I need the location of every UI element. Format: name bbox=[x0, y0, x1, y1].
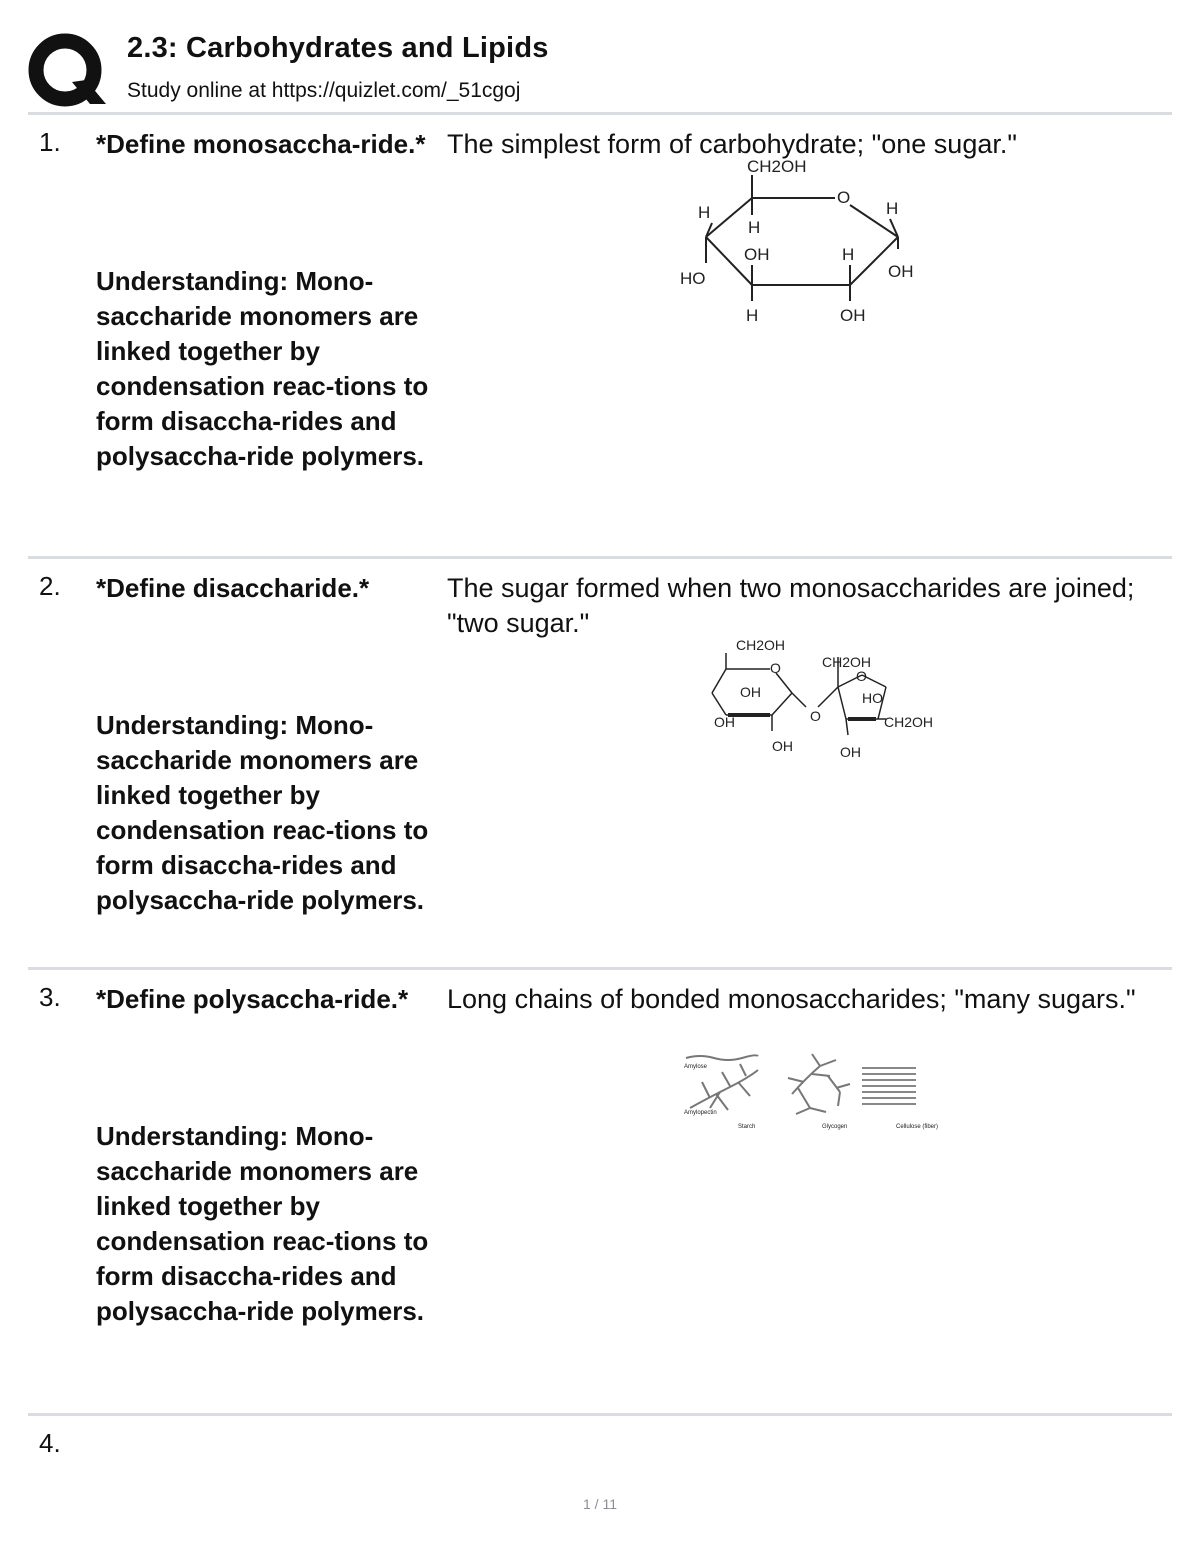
divider bbox=[28, 112, 1172, 115]
card-number: 1. bbox=[39, 127, 61, 157]
card-understanding: Understanding: Mono-saccharide monomers are linked together by condensation reac-tions to form disaccha-rides and polysaccha-ride polymers. bbox=[96, 266, 429, 471]
flashcard-1 bbox=[28, 127, 1172, 547]
chem-label: OH bbox=[714, 714, 735, 730]
page-title: 2.3: Carbohydrates and Lipids bbox=[127, 32, 549, 64]
figure-label: Starch bbox=[738, 1124, 756, 1130]
chem-label: H bbox=[746, 306, 759, 325]
chem-label: H bbox=[748, 218, 761, 237]
chem-label: OH bbox=[772, 738, 793, 754]
chem-label: H bbox=[886, 199, 899, 218]
chem-label: O bbox=[837, 188, 851, 207]
chem-label: CH2OH bbox=[747, 157, 807, 176]
card-answer: Long chains of bonded monosaccharides; "many sugars." bbox=[447, 984, 1136, 1014]
chem-label: O bbox=[856, 668, 867, 684]
card-understanding: Understanding: Mono-saccharide monomers are linked together by condensation reac-tions to form disaccha-rides and polysaccha-ride polymers. bbox=[96, 710, 429, 915]
figure-label: Amylose bbox=[684, 1064, 708, 1070]
chem-label: OH bbox=[744, 245, 770, 264]
card-question: *Define disaccharide.* bbox=[96, 573, 370, 603]
chem-label: CH2OH bbox=[822, 654, 872, 670]
sucrose-structure-figure bbox=[682, 635, 932, 765]
figure-label: Cellulose (fiber) bbox=[896, 1124, 939, 1130]
chem-label: OH bbox=[840, 306, 866, 325]
divider bbox=[28, 967, 1172, 970]
page-header bbox=[28, 28, 1172, 110]
page-number: 1 / 11 bbox=[583, 1496, 617, 1512]
chem-label: OH bbox=[888, 262, 914, 281]
figure-label: Amylopectin bbox=[684, 1110, 717, 1116]
card-answer: The simplest form of carbohydrate; "one sugar." bbox=[447, 129, 1017, 159]
chem-label: H bbox=[698, 203, 711, 222]
figure-label: Glycogen bbox=[822, 1124, 848, 1130]
chem-label: CH2OH bbox=[884, 714, 934, 730]
chem-label: OH bbox=[840, 744, 861, 760]
chem-label: HO bbox=[680, 269, 706, 288]
study-online-link[interactable]: Study online at https://quizlet.com/_51cgoj bbox=[127, 79, 521, 102]
card-number: 4. bbox=[39, 1428, 61, 1458]
chem-label: H bbox=[842, 245, 855, 264]
card-term bbox=[96, 982, 444, 1329]
card-term bbox=[96, 571, 444, 918]
chem-label: CH2OH bbox=[736, 637, 786, 653]
chem-label: HO bbox=[862, 690, 883, 706]
divider bbox=[28, 556, 1172, 559]
card-number: 2. bbox=[39, 571, 61, 601]
chem-label: O bbox=[770, 660, 781, 676]
flashcard-3 bbox=[28, 982, 1172, 1402]
chem-label: O bbox=[810, 708, 821, 724]
card-term bbox=[96, 127, 444, 474]
chem-label: OH bbox=[740, 684, 761, 700]
card-question: *Define monosaccha-ride.* bbox=[96, 129, 426, 159]
card-question: *Define polysaccha-ride.* bbox=[96, 984, 409, 1014]
flashcard-2 bbox=[28, 571, 1172, 959]
flashcard-4 bbox=[28, 1428, 1172, 1478]
polysaccharide-figure bbox=[680, 1048, 939, 1132]
card-number: 3. bbox=[39, 982, 61, 1012]
card-answer: The sugar formed when two monosaccharides are joined; "two sugar." bbox=[447, 573, 1135, 638]
quizlet-logo-icon bbox=[28, 32, 108, 112]
divider bbox=[28, 1413, 1172, 1416]
glucose-structure-figure bbox=[670, 153, 930, 329]
card-understanding: Understanding: Mono-saccharide monomers are linked together by condensation reac-tions to form disaccha-rides and polysaccha-ride polymers. bbox=[96, 1121, 429, 1326]
